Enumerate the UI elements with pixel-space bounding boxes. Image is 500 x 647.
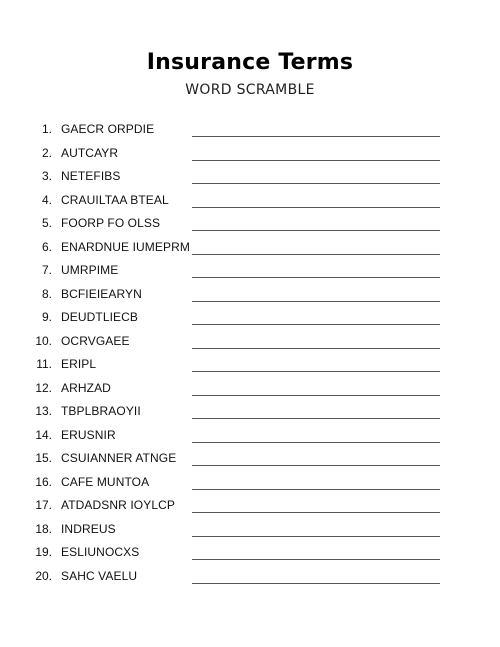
scrambled-word: CSUIANNER ATNGE [61, 451, 177, 465]
scramble-row [0, 141, 500, 165]
scramble-row [0, 564, 500, 588]
scrambled-word: CAFE MUNTOA [61, 474, 150, 489]
scrambled-word: NETEFIBS [61, 169, 121, 183]
item-number: 10. [35, 333, 52, 348]
item-number: 6. [41, 239, 52, 254]
item-number: 16. [35, 474, 52, 489]
item-number: 2. [41, 145, 52, 160]
answer-line [192, 536, 440, 537]
scrambled-word: AUTCAYR [61, 145, 119, 160]
answer-line [192, 371, 440, 372]
answer-line [192, 277, 440, 278]
scramble-row [0, 399, 500, 423]
scramble-row [0, 211, 500, 235]
answer-line [192, 160, 440, 161]
scramble-row [0, 423, 500, 447]
item-number: 15. [35, 451, 52, 465]
item-number: 18. [35, 521, 52, 536]
item-number: 20. [35, 568, 52, 583]
scramble-row [0, 188, 500, 212]
item-number: 19. [35, 545, 52, 559]
scramble-row [0, 164, 500, 188]
page-title: Insurance Terms [146, 50, 354, 75]
answer-line [192, 348, 440, 349]
scrambled-word: OCRVGAEE [61, 333, 130, 348]
answer-line [192, 136, 440, 137]
scrambled-word: UMRPIME [61, 263, 119, 277]
scrambled-word: TBPLBRAOYII [61, 404, 141, 418]
item-number: 14. [35, 427, 52, 442]
scramble-row [0, 117, 500, 141]
scramble-row [0, 352, 500, 376]
scramble-row [0, 305, 500, 329]
answer-line [192, 395, 440, 396]
item-number: 17. [35, 498, 52, 512]
scrambled-word: DEUDTLIECB [61, 310, 139, 324]
answer-line [192, 559, 440, 560]
item-number: 4. [41, 192, 52, 207]
scramble-row [0, 376, 500, 400]
scrambled-word: ARHZAD [61, 380, 111, 395]
scrambled-word: INDREUS [61, 521, 116, 536]
answer-line [192, 183, 440, 184]
item-number: 9. [41, 310, 52, 324]
answer-line [192, 465, 440, 466]
answer-line [192, 489, 440, 490]
scramble-row [0, 258, 500, 282]
scrambled-word: SAHC VAELU [61, 568, 138, 583]
scrambled-word: ENARDNUE IUMEPRM [61, 239, 190, 254]
answer-line [192, 583, 440, 584]
scrambled-word: GAECR ORPDIE [61, 122, 155, 136]
scrambled-word: ERUSNIR [61, 427, 116, 442]
scramble-row [0, 235, 500, 259]
scrambled-word: ATDADSNR IOYLCP [61, 498, 175, 512]
answer-line [192, 301, 440, 302]
scramble-row [0, 493, 500, 517]
item-number: 12. [35, 380, 52, 395]
item-number: 1. [41, 122, 52, 136]
item-number: 11. [36, 357, 52, 371]
scrambled-word: FOORP FO OLSS [61, 216, 161, 230]
scramble-row [0, 517, 500, 541]
item-number: 13. [35, 404, 52, 418]
scrambled-word: CRAUILTAA BTEAL [61, 192, 169, 207]
scramble-row [0, 282, 500, 306]
item-number: 8. [41, 286, 52, 301]
scrambled-word: BCFIEIEARYN [61, 286, 142, 301]
answer-line [192, 230, 440, 231]
answer-line [192, 324, 440, 325]
scramble-row [0, 446, 500, 470]
answer-line [192, 207, 440, 208]
scrambled-word: ESLIUNOCXS [61, 545, 140, 559]
item-number: 7. [41, 263, 52, 277]
scramble-row [0, 540, 500, 564]
item-number: 5. [41, 216, 52, 230]
answer-line [192, 512, 440, 513]
scramble-row [0, 470, 500, 494]
page-subtitle: WORD SCRAMBLE [185, 82, 315, 98]
scramble-row [0, 329, 500, 353]
item-number: 3. [41, 169, 52, 183]
answer-line [192, 442, 440, 443]
answer-line [192, 254, 440, 255]
word-scramble-list [0, 117, 500, 587]
scrambled-word: ERIPL [61, 357, 97, 371]
answer-line [192, 418, 440, 419]
